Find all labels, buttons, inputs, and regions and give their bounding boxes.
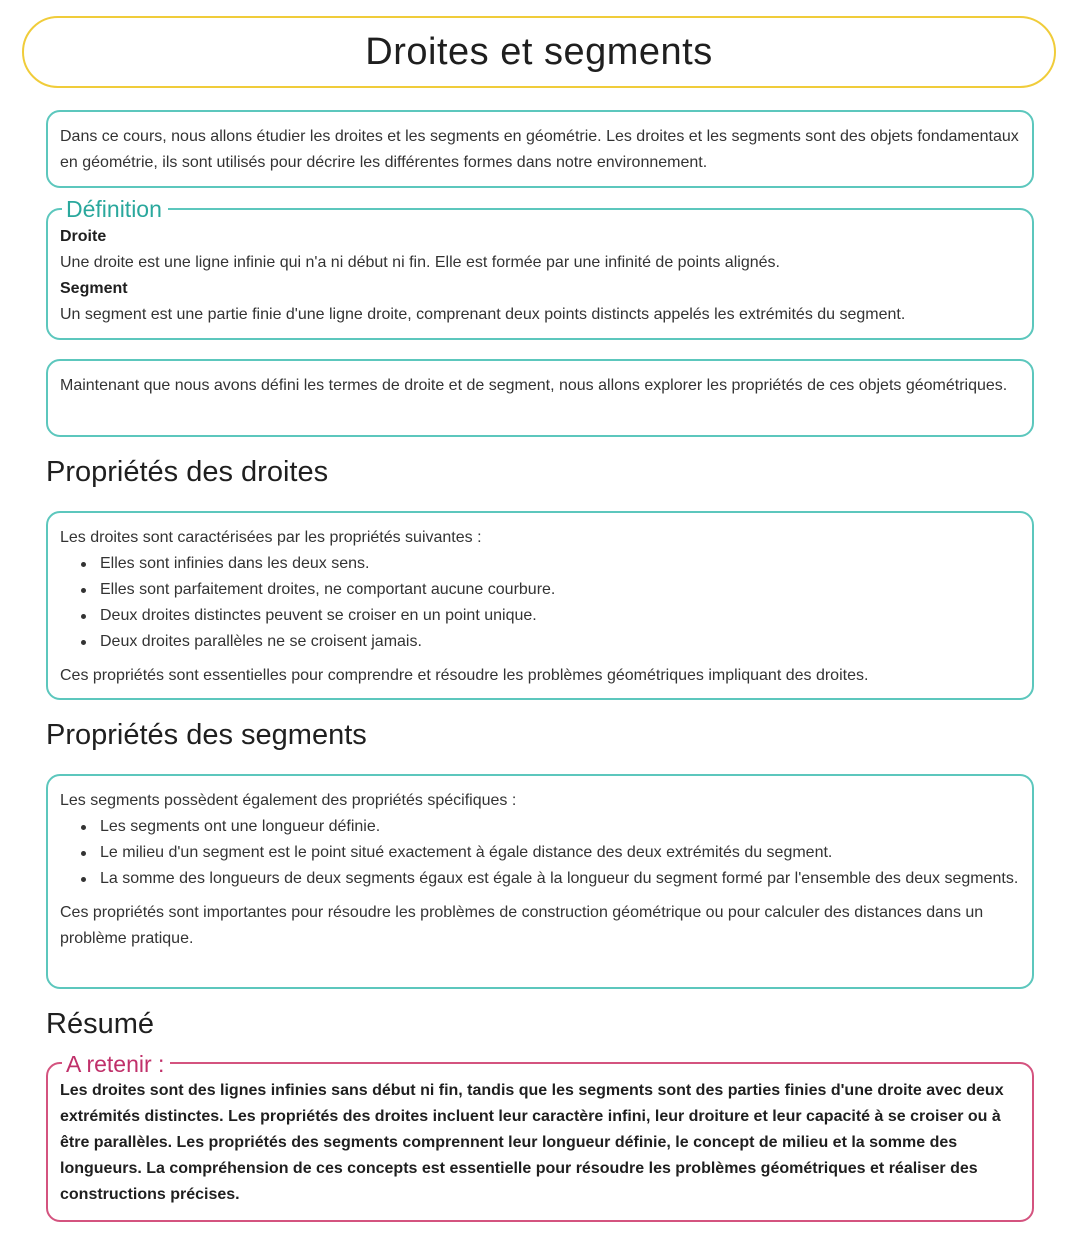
droites-conclusion: Ces propriétés sont essentielles pour comprendre et résoudre les problèmes géométriques impliquant des droites. bbox=[60, 667, 869, 684]
transition-box bbox=[46, 359, 1034, 437]
segments-conclusion: Ces propriétés sont importantes pour résoudre les problèmes de construction géométrique ou pour calculer des distances dans un problème pratique. bbox=[60, 904, 984, 947]
section-heading-segments: Propriétés des segments bbox=[46, 719, 367, 751]
summary-box bbox=[46, 1062, 1034, 1222]
section-heading-droites: Propriétés des droites bbox=[46, 456, 329, 488]
definition-droite: Une droite est une ligne infinie qui n'a ni début ni fin. Elle est formée par une infinité de points alignés. bbox=[60, 254, 780, 271]
definition-box bbox=[46, 208, 1034, 340]
term-segment: Segment bbox=[60, 280, 128, 297]
transition-text: Maintenant que nous avons défini les termes de droite et de segment, nous allons explorer les propriétés de ces objets géométriques. bbox=[60, 377, 1008, 394]
list-item: Deux droites distinctes peuvent se croiser en un point unique. bbox=[100, 603, 1020, 629]
page-title-box bbox=[22, 16, 1056, 88]
list-item: Elles sont infinies dans les deux sens. bbox=[100, 551, 1020, 577]
list-item: La somme des longueurs de deux segments égaux est égale à la longueur du segment formé par l'ensemble des deux segments. bbox=[100, 866, 1020, 892]
page-title: Droites et segments bbox=[365, 30, 713, 73]
droites-property-list bbox=[60, 551, 1020, 655]
intro-box bbox=[46, 110, 1034, 188]
list-item: Le milieu d'un segment est le point situé exactement à égale distance des deux extrémités du segment. bbox=[100, 840, 1020, 866]
definition-legend: Définition bbox=[62, 195, 168, 223]
intro-text: Dans ce cours, nous allons étudier les droites et les segments en géométrie. Les droites et les segments sont des objets fondamentaux en géométrie, ils sont utilisés pour décrire les différentes formes dans notre environnement. bbox=[60, 128, 1019, 171]
segments-properties-box bbox=[46, 774, 1034, 989]
segments-lead: Les segments possèdent également des propriétés spécifiques : bbox=[60, 792, 517, 809]
summary-legend: A retenir : bbox=[62, 1050, 170, 1078]
droites-properties-box bbox=[46, 511, 1034, 700]
droites-lead: Les droites sont caractérisées par les propriétés suivantes : bbox=[60, 529, 482, 546]
section-heading-resume: Résumé bbox=[46, 1008, 154, 1040]
list-item: Deux droites parallèles ne se croisent jamais. bbox=[100, 629, 1020, 655]
list-item: Elles sont parfaitement droites, ne comportant aucune courbure. bbox=[100, 577, 1020, 603]
definition-segment: Un segment est une partie finie d'une ligne droite, comprenant deux points distincts appelés les extrémités du segment. bbox=[60, 306, 906, 323]
term-droite: Droite bbox=[60, 228, 107, 245]
summary-text: Les droites sont des lignes infinies sans début ni fin, tandis que les segments sont des parties finies d'une droite avec deux extrémités distinctes. Les propriétés des droites incluent leur caractère infini, leur droiture et leur capacité à se croiser ou à être parallèles. Les propriétés des segments comprennent leur longueur définie, le concept de milieu et la somme des longueurs. La compréhension de ces concepts est essentielle pour résoudre les problèmes géométriques et réaliser des constructions précises. bbox=[60, 1082, 1004, 1203]
list-item: Les segments ont une longueur définie. bbox=[100, 814, 1020, 840]
segments-property-list bbox=[60, 814, 1020, 892]
